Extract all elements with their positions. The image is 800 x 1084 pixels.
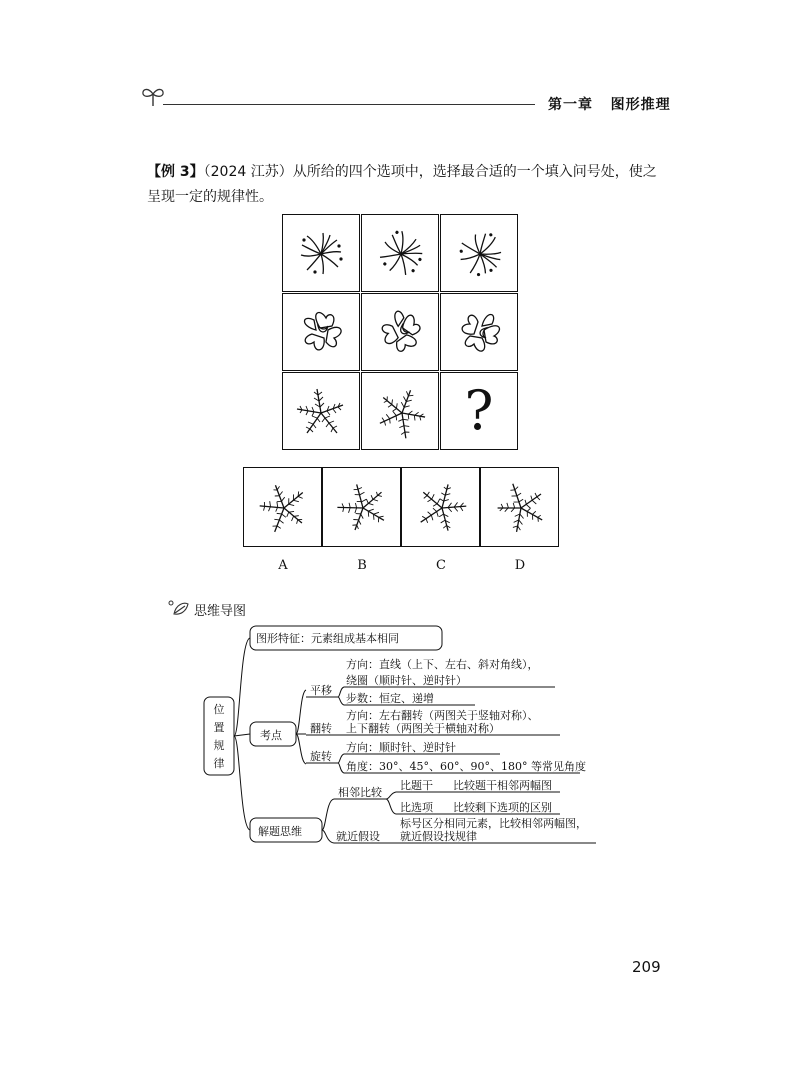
option-a-figure[interactable] xyxy=(243,467,322,547)
mindmap-title: 思维导图 xyxy=(194,604,247,619)
xianglin-text: 相邻比较 xyxy=(338,786,382,799)
pingyi-direction-2: 绕圈（顺时针、逆时针） xyxy=(346,674,467,687)
puzzle-cell-8 xyxy=(361,372,439,450)
option-c-label[interactable]: C xyxy=(436,558,446,573)
page-number: 209 xyxy=(632,958,661,976)
chapter-heading xyxy=(548,94,671,114)
chapter-title: 图形推理 xyxy=(610,97,671,113)
bitigan-text: 比题干 xyxy=(400,779,433,792)
bitigan-desc: 比较题干相邻两幅图 xyxy=(453,779,552,792)
fern-figure-icon xyxy=(402,468,481,548)
pingyi-steps: 步数：恒定、递增 xyxy=(346,692,434,705)
answer-options xyxy=(243,467,559,547)
bixuanxiang-desc: 比较剩下选项的区别 xyxy=(453,801,552,814)
bixuanxiang-text: 比选项 xyxy=(400,801,433,814)
chapter-number: 第一章 xyxy=(548,97,593,113)
question-mark-cell xyxy=(440,372,518,450)
root-char-1: 位 xyxy=(213,703,225,716)
pingyi-text: 平移 xyxy=(310,684,332,697)
lotus-figure-icon xyxy=(441,294,519,372)
jieti-text: 解题思维 xyxy=(258,825,302,838)
puzzle-cell-1 xyxy=(282,214,360,292)
fern-figure-icon xyxy=(323,468,402,548)
xuanzhuan-direction: 方向：顺时针、逆时针 xyxy=(346,741,456,754)
question-mark: ? xyxy=(464,379,494,442)
lotus-figure-icon xyxy=(283,294,361,372)
option-d-figure[interactable] xyxy=(480,467,559,547)
question-body: 从所给的四个选项中，选择最合适的一个填入问号处，使之呈现一定的规律性。 xyxy=(147,164,657,205)
header-rule xyxy=(163,104,535,105)
firework-figure-icon xyxy=(362,215,440,293)
option-d-label[interactable]: D xyxy=(514,558,526,573)
fern-figure-icon xyxy=(283,373,361,451)
option-b-label[interactable]: B xyxy=(357,558,367,573)
leaf-bullet-icon xyxy=(168,600,192,616)
puzzle-cell-7 xyxy=(282,372,360,450)
fanzhuan-direction-1: 方向：左右翻转（两图关于竖轴对称）、 xyxy=(346,709,539,722)
fern-figure-icon xyxy=(244,468,323,548)
root-char-4: 律 xyxy=(213,757,225,770)
fanzhuan-text: 翻转 xyxy=(310,722,332,735)
root-char-2: 置 xyxy=(213,721,225,734)
puzzle-grid xyxy=(282,214,520,450)
jiujin-desc-1: 标号区分相同元素，比较相邻两幅图， xyxy=(400,817,587,830)
xuanzhuan-text: 旋转 xyxy=(310,750,332,763)
option-c-figure[interactable] xyxy=(401,467,480,547)
lotus-figure-icon xyxy=(362,294,440,372)
example-label: 【例 3】 xyxy=(147,164,204,180)
fanzhuan-direction-2: 上下翻转（两图关于横轴对称） xyxy=(346,722,500,735)
puzzle-cell-5 xyxy=(361,293,439,371)
xuanzhuan-angle: 角度：30°、45°、60°、90°、180° 等常见角度 xyxy=(346,760,586,773)
firework-figure-icon xyxy=(441,215,519,293)
puzzle-cell-4 xyxy=(282,293,360,371)
option-a-label[interactable]: A xyxy=(278,558,288,573)
fern-figure-icon xyxy=(362,373,440,451)
jiujin-text: 就近假设 xyxy=(336,830,380,843)
root-char-3: 规 xyxy=(213,739,225,752)
jiujin-desc-2: 就近假设找规律 xyxy=(400,830,477,843)
feature-text: 图形特征：元素组成基本相同 xyxy=(256,632,399,645)
question-text xyxy=(147,160,657,210)
firework-figure-icon xyxy=(283,215,361,293)
kaodian-text: 考点 xyxy=(260,729,282,742)
option-b-figure[interactable] xyxy=(322,467,401,547)
pingyi-direction-1: 方向：直线（上下、左右、斜对角线）， xyxy=(346,658,539,671)
puzzle-cell-2 xyxy=(361,214,439,292)
jieti-box xyxy=(250,818,322,842)
fern-figure-icon xyxy=(481,468,560,548)
puzzle-cell-3 xyxy=(440,214,518,292)
mindmap-root-box xyxy=(204,697,234,775)
feature-box xyxy=(250,626,442,650)
kaodian-box xyxy=(250,722,296,746)
question-source: （2024 江苏） xyxy=(203,164,293,180)
puzzle-cell-6 xyxy=(440,293,518,371)
